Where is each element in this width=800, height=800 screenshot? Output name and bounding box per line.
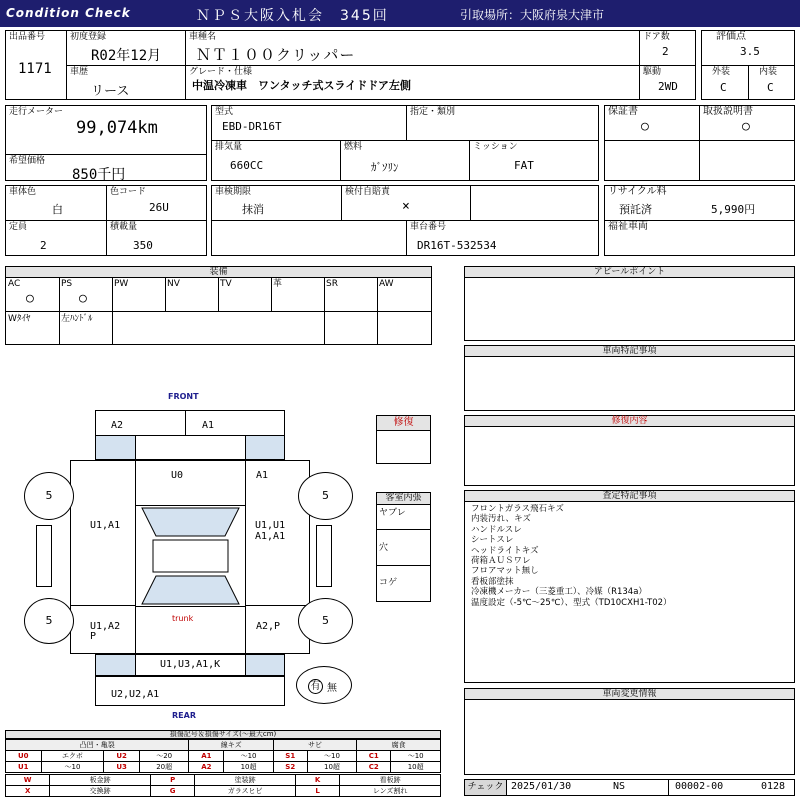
equip-wtire-label: Wﾀｲﾔ [8,314,31,324]
colorcode-box: 色コード 26U [106,185,207,221]
spare-tire-icon: 有 無 [296,666,352,704]
hope-price: 850千円 [72,167,126,183]
model-name: ＮＴ１００クリッパー [196,46,356,64]
doors-box: ドア数 2 [639,30,696,66]
equip-tv-label: TV [220,279,232,289]
load-capacity: 350 [133,239,153,252]
recycle-box: リサイクル料 預託済 5,990円 [604,185,795,221]
capacity-box: 定員 2 [5,220,107,256]
type-box: 型式 EBD-DR16T [211,105,407,141]
color-box: 車体色 白 [5,185,107,221]
mark-right-door-2: A1,A1 [255,531,286,542]
rear-label: REAR [172,711,196,720]
tire-front-left: 5 [24,472,74,520]
registration-box: 初度登録 R02年12月 [66,30,186,66]
cabin-tear: ヤブレ [379,508,406,518]
cabin-hole: 穴 [379,543,389,553]
exterior-grade: C [720,81,727,94]
mark-a1-top: A1 [202,420,215,431]
header-bar [0,0,800,27]
vehicle-history: リース [91,84,130,99]
lot-number: 1171 [18,61,52,77]
code-2: 0128 [761,781,786,792]
displacement-box: 排気量 660CC [211,140,341,181]
class-box: 指定・類別 [406,105,599,141]
chassis-box: 車台番号 DR16T-532534 [406,220,599,256]
welfare-box: 福祉車両 [604,220,795,256]
body-color: 白 [52,203,63,216]
score: 3.5 [740,45,760,58]
inspection-expiry: 抹消 [242,203,264,216]
legend-title: 損傷記号＆損傷サイズ(～最大cm) [5,730,441,739]
drive: 2WD [658,80,678,93]
inspection-line: 看板部塗抹 [471,576,514,587]
mark-rear-2: U2,U2,A1 [111,689,160,700]
inspection-box-notes [464,501,795,683]
tire-front-right: 5 [298,472,353,520]
mission: FAT [514,159,534,172]
fuel-box: 燃料 ｶﾞｿﾘﾝ [340,140,470,181]
inspection-line: 内装汚れ、キズ [471,514,531,525]
inspection-line: ヘッドライトキズ [471,545,539,556]
type-code: EBD-DR16T [222,120,282,133]
inspection-line: ハンドルスレ [471,524,522,535]
chassis-number: DR16T-532534 [417,239,497,252]
manual-box: 取扱説明書 ○ [699,105,795,141]
footer-bar [464,779,795,796]
color-code: 26U [149,201,169,214]
mark-u0: U0 [171,470,184,481]
mark-left-door: U1,A1 [90,520,121,531]
mission-box: ミッション FAT [469,140,599,181]
mark-right-door-1: U1,U1 [255,520,286,531]
blank-box-1 [604,140,700,181]
inspection-box: 車検期限 抹消 [211,185,342,221]
blank-box-2 [699,140,795,181]
pickup-location: 引取場所：大阪府泉大津市 [460,8,605,22]
mark-a2-top: A2 [111,420,124,431]
blank-box-3 [470,185,599,221]
warranty: ○ [641,119,649,134]
load-box: 積載量 350 [106,220,207,256]
grade-box: グレード・仕様 中温冷凍車 ワンタッチ式スライドドア左側 [185,65,640,100]
grade: 中温冷凍車 ワンタッチ式スライドドア左側 [192,79,411,92]
inspection-lines [471,504,672,608]
inspection-line: シートスレ [471,535,514,546]
displacement: 660CC [230,159,264,172]
inspection-line: フロントガラス飛石キズ [471,504,564,514]
fuel: ｶﾞｿﾘﾝ [371,161,399,174]
equip-nv-label: NV [167,279,180,289]
history-box: 車歴 リース [66,65,186,100]
front-label: FRONT [168,392,199,401]
repair-label: 修復 [376,415,431,431]
inspector: NS [613,781,626,792]
score-box: 評価点 3.5 [701,30,795,66]
exterior-box: 外装 C [701,65,749,100]
equip-ps-value: ○ [79,291,87,306]
recycle-fee: 5,990円 [711,203,756,216]
mark-right-rear: A2,P [256,621,281,632]
doors: 2 [662,45,669,58]
inspection-line: フロアマット無し [471,566,539,577]
drive-box: 駆動 2WD [639,65,696,100]
equip-lefthandle-label: 左ﾊﾝﾄﾞﾙ [61,314,93,324]
equip-ps-label: PS [61,279,73,289]
model-box: 車種名 ＮＴ１００クリッパー [185,30,640,66]
inspection-header: 査定特記事項 [464,490,795,502]
trunk-label: trunk [172,614,194,623]
legend-table: 凸凹・亀裂 線キズ サビ 腐食 U0 エクボ U2 ～20 A1 ～10 S1 ～10 C1 ～10 U1 ～10 U3 20超 A2 10超 S2 10超 C2 10超 [5,739,441,773]
mark-left-rear-1: U1,A2 [90,621,121,632]
mark-rear-1: U1,U3,A1,K [160,659,221,670]
recycle-status: 預託済 [619,203,652,216]
repair-detail-box [464,426,795,486]
appeal-header: アピールポイント [464,266,795,278]
cabin-burn: コゲ [379,578,398,588]
odometer: 99,074km [76,118,158,138]
inspection-line: 荷箱ＡＵＳワレ [471,556,531,567]
legend-table-2: W 板金跡 P 塗装跡 K 看板跡 X 交換跡 G ガラスヒビ L レンズ割れ [5,774,441,797]
equipment-grid [5,277,432,345]
blank-box-4 [211,220,407,256]
code-1: 00002-00 [675,781,724,792]
mark-left-rear-2: P [90,631,97,642]
interior-grade: C [767,81,774,94]
cabin-title: 客室内張 [376,492,431,505]
repair-box [376,415,431,464]
special-box [464,356,795,411]
capacity: 2 [40,239,47,252]
odometer-box: 走行メーター 99,074km [5,105,207,155]
special-header: 車両特記事項 [464,345,795,357]
equipment-header: 装備 [5,266,432,278]
equip-aw-label: AW [379,279,394,289]
change-box [464,699,795,775]
first-registration: R02年12月 [91,48,162,64]
tire-rear-right: 5 [298,598,353,644]
tire-rear-left: 5 [24,598,74,644]
glass-shapes [136,506,245,606]
appeal-box [464,277,795,341]
check-date: 2025/01/30 [511,781,572,792]
header-title: Condition Check [6,6,131,20]
cabin-box [376,492,431,602]
mark-a1-right: A1 [256,470,269,481]
equip-leather-label: 革 [273,279,283,289]
inspection-line: 温度設定（-5℃～25℃）、型式（TD10CXH1-T02） [471,597,672,608]
liability: × [402,199,410,214]
equip-pw-label: PW [114,279,129,289]
inspection-line: 冷凍機メーカー（三菱重工）、冷媒（R134a） [471,587,647,598]
price-box: 希望価格 850千円 [5,154,207,181]
change-header: 車両変更情報 [464,688,795,700]
liability-box: 検付自賠責 × [341,185,471,221]
equip-ac-value: ○ [26,291,34,306]
manual: ○ [742,119,750,134]
check-label: チェック [465,780,507,795]
auction-name: ＮＰＳ大阪入札会 345回 [196,8,389,24]
lot-box: 出品番号 1171 [5,30,67,100]
equip-ac-label: AC [8,279,21,289]
interior-box: 内装 C [748,65,795,100]
warranty-box: 保証書 ○ [604,105,700,141]
equip-sr-label: SR [326,279,338,289]
repair-detail-header: 修復内容 [464,415,795,427]
